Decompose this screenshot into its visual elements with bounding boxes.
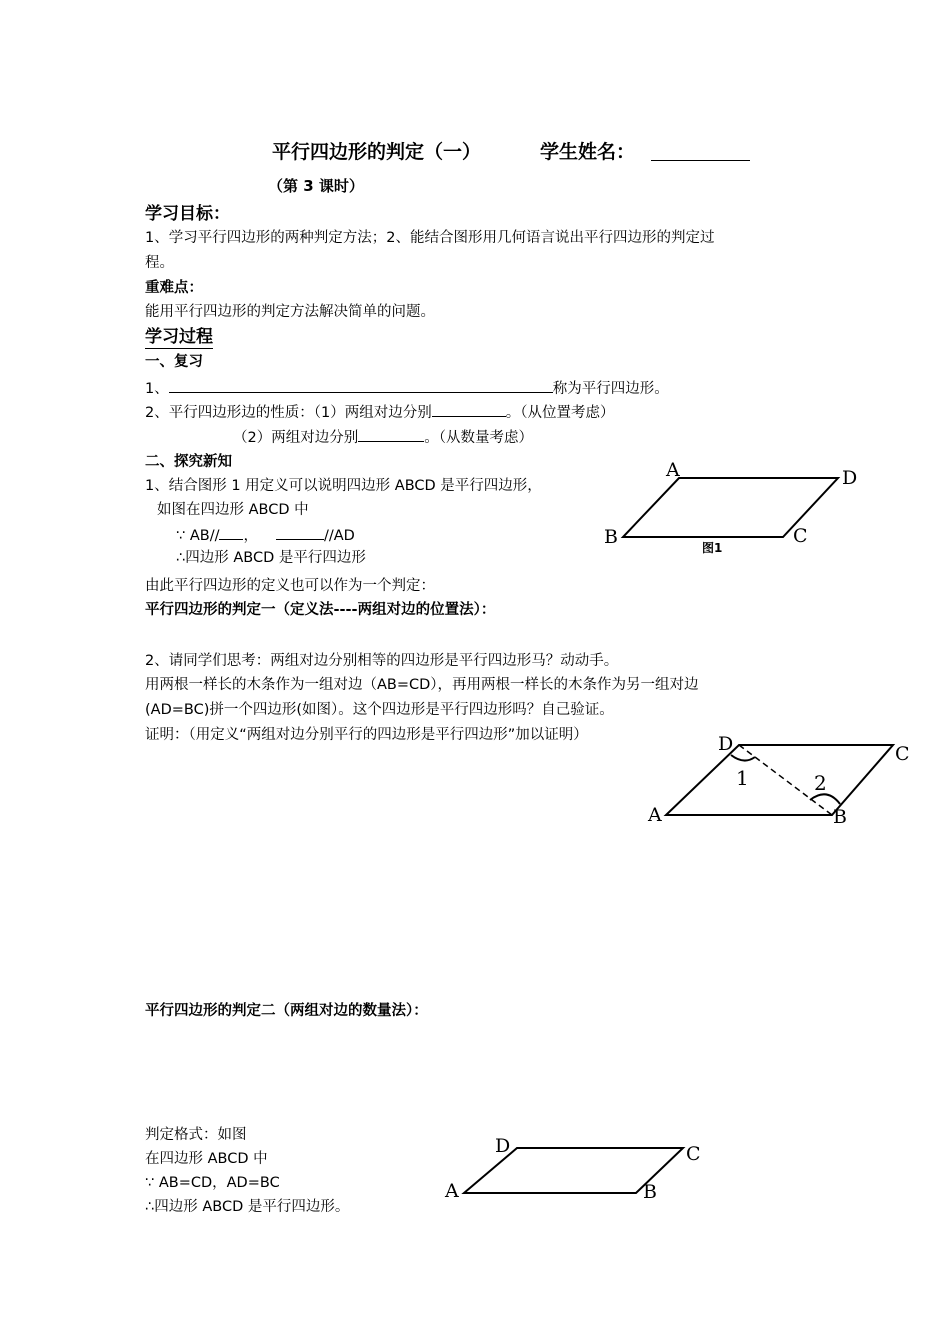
question-2: 2、请同学们思考：两组对边分别相等的四边形是平行四边形马？动动手。 (145, 653, 619, 669)
student-name-blank[interactable] (651, 160, 750, 161)
fig2-shape (666, 745, 893, 815)
therefore-line: ∴四边形 ABCD 是平行四边形 (176, 550, 366, 566)
because-blank-2[interactable] (276, 524, 324, 540)
explore-p1: 1、结合图形 1 用定义可以说明四边形 ABCD 是平行四边形， (145, 478, 542, 494)
fig3-label-A: A (445, 1180, 459, 1202)
objectives-line1: 1、学习平行四边形的两种判定方法；2、能结合图形用几何语言说出平行四边形的判定过 (145, 230, 715, 246)
question-2-line2: 用两根一样长的木条作为一组对边（AB=CD），再用两根一样长的木条作为另一组对边 (145, 677, 699, 693)
review-heading: 一、复习 (145, 354, 203, 370)
definition-note: 由此平行四边形的定义也可以作为一个判定： (145, 578, 435, 594)
explore-heading: 二、探究新知 (145, 454, 232, 470)
q3-blank[interactable] (358, 426, 424, 442)
fig1-caption: 图1 (702, 541, 723, 555)
fig1-label-D: D (842, 467, 858, 489)
rule-two: 平行四边形的判定二（两组对边的数量法）： (145, 1003, 428, 1019)
review-q2: 2、平行四边形边的性质：（1）两组对边分别 。（从位置考虑） (145, 401, 614, 423)
fig2-angle-2: 2 (814, 771, 827, 795)
format-line2: 在四边形 ABCD 中 (145, 1151, 268, 1167)
fig2-label-B: B (833, 806, 847, 828)
question-2-line3: (AD=BC)拼一个四边形(如图）。这个四边形是平行四边形吗？自己验证。 (145, 702, 614, 718)
figure-3-parallelogram (440, 1130, 720, 1210)
objectives-line2: 程。 (145, 255, 174, 271)
format-line4: ∴四边形 ABCD 是平行四边形。 (145, 1199, 350, 1215)
key-points-heading: 重难点： (145, 280, 203, 296)
fig1-label-A: A (666, 459, 680, 481)
fig3-label-D: D (495, 1135, 511, 1157)
format-line1: 判定格式：如图 (145, 1127, 247, 1143)
student-name-label: 学生姓名： (540, 141, 636, 163)
fig3-label-C: C (686, 1143, 701, 1165)
figure-2-parallelogram (640, 728, 920, 838)
fig1-label-C: C (793, 525, 808, 547)
page-title: 平行四边形的判定（一） (272, 141, 482, 163)
because-blank-1[interactable] (219, 524, 243, 540)
fig2-label-C: C (895, 743, 910, 765)
process-heading: 学习过程 (145, 327, 213, 347)
fig3-label-B: B (643, 1181, 657, 1203)
objectives-heading: 学习目标： (145, 204, 230, 224)
fig2-label-D: D (718, 733, 734, 755)
lesson-number: （第 3 课时） (268, 177, 364, 195)
rule-one: 平行四边形的判定一（定义法----两组对边的位置法）： (145, 602, 496, 618)
figure-1-parallelogram (590, 450, 870, 560)
fig1-label-B: B (604, 526, 618, 548)
because-line: ∵ AB// ， //AD (176, 524, 355, 546)
fig2-angle-1-arc (731, 755, 755, 761)
explore-p2: 如图在四边形 ABCD 中 (157, 502, 309, 518)
review-q3: （2）两组对边分别 。（从数量考虑） (233, 426, 533, 448)
fig2-angle-1: 1 (736, 766, 749, 790)
review-q1: 1、 称为平行四边形。 (145, 377, 669, 399)
proof-prompt: 证明：（用定义“两组对边分别平行的四边形是平行四边形”加以证明） (145, 727, 588, 743)
key-points-text: 能用平行四边形的判定方法解决简单的问题。 (145, 304, 435, 320)
q1-blank[interactable] (169, 377, 553, 393)
fig2-label-A: A (648, 804, 662, 826)
format-line3: ∵ AB=CD，AD=BC (145, 1175, 280, 1191)
q2-blank[interactable] (432, 401, 506, 417)
